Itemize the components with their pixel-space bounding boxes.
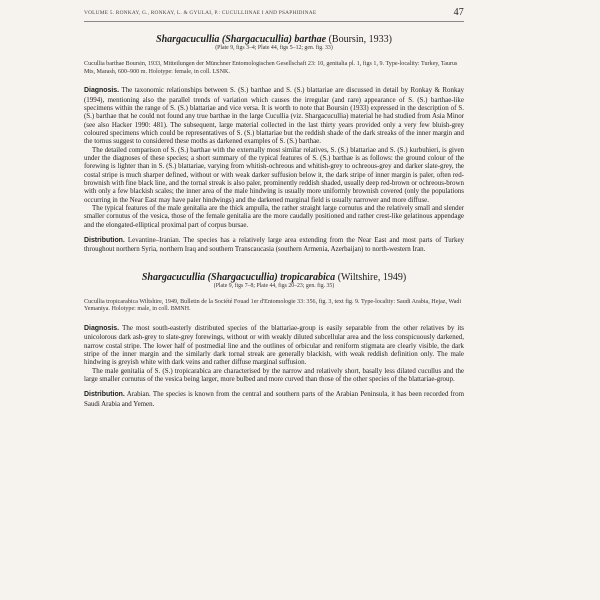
- distribution-paragraph: [84, 390, 464, 408]
- diagnosis-text: The most south-easterly distributed species of the blattariae-group is easily separable from the other relatives by its unicolorous dark ash-grey to slate-grey forewings, without or with weakly diluted subcellular area and the less conspicuously darkened, narrow costal stripe. The lower half of postmedial line and the outlines of orbicular and reniform stigmata are clearly visible, the dark stripe of the inner margin and the similarly dark tornal streak are generally blackish, with weak reddish definition only. The male hindwing is greyish white with dark veins and rather diffuse marginal suffusion.: [84, 323, 464, 367]
- species-heading-barthae: [84, 34, 464, 45]
- species-name: Shargacucullia (Shargacucullia) barthae: [156, 34, 327, 45]
- diagnosis-text: The taxonomic relationships between S. (S.) barthae and S. (S.) blattariae are discussed in detail by Ronkay & Ronkay (1994), mentioning also the parallel trends of variation which causes the irregular (and rare) appearance of S. (S.) barthae-like specimens within the range of S. (S.) blattariae and vice versa. It is worth to note that Boursin (1933) expressed in the description of S. (S.) barthae that he could not found any true barthae in the large Cucullia (viz. Shargacucullia) material he had studied from Asia Minor (see also Hacker 1990: 481). The subsequent, large material collected in the last thirty years provided only a very few bluish-grey coloured specimens which could be representatives of S. (S.) blattariae but the reddish shade of the dark streaks of the inner margin and the tornus suggest to considered these moths as darkened examples of S. (S.) barthae.: [84, 86, 464, 146]
- species-name: Shargacucullia (Shargacucullia) tropicarabica: [141, 271, 336, 283]
- diagnosis-label: Diagnosis.: [84, 324, 120, 332]
- comparison-paragraph: The detailed comparison of S. (S.) barthae with the externally most similar relatives, S. (S.) blattariae and S. (S.) kurbuhieri, is given under the diagnoses of these species; a short summary of the typical features of S. (S.) barthae is as follows: the ground colour of the forewing is lighter than in S. (S.) blattariae, varying from whitish-ochreous and whitish-grey to ochreous-grey and darker slate-grey, the costal stripe is much sharper defined, without or with weak darker suffusion below it, the dark stripe of inner margin is paler, often red-brownish with fine black line, and the tornal streak is also paler, prominently reddish shaded, usually deep red-brown or ochreous-brown with only a few blackish scales; the inner area of the male hindwing is usually more uniformly brownish covered (only the populations occurring in the Near East may have paler hindwings) and the darkened marginal field is usually narrower and more diffuse.: [84, 145, 464, 204]
- diagnosis-label: Diagnosis.: [84, 87, 120, 95]
- species-author: (Wiltshire, 1949): [337, 271, 407, 283]
- distribution-label: Distribution.: [84, 391, 125, 399]
- distribution-label: Distribution.: [84, 237, 125, 245]
- genitalia-paragraph: The male genitalia of S. (S.) tropicarabica are characterised by the narrow and relatively short, basally less dilated cucullus and the large smaller cornutus of the vesica being larger, more bulbed and more curved than those of the other species of the blattariae-group.: [84, 366, 464, 383]
- genitalia-paragraph: The typical features of the male genitalia are the thick ampulla, the rather straight large cornutus and the relatively small and slender smaller cornutus of the vesica, those of the female genitalia are the more caudally positioned and rather crest-like gelatinous appendage and the elongated-elliptical proximal part of corpus bursae.: [84, 204, 464, 229]
- species-heading-tropicarabica: [84, 272, 464, 283]
- plate-reference: (Plate 9, figs 3–4; Plate 44, figs 5–12; gen. fig. 33): [215, 45, 333, 51]
- distribution-text: Levantine–Iranian. The species has a relatively large area extending from the Near East and most parts of Turkey throughout northern Syria, northern Iraq and southern Transcaucasia (southern Armenia, Azerbaijan) to north-western Iran.: [84, 236, 465, 254]
- distribution-text: Arabian. The species is known from the central and southern parts of the Arabian Peninsula, it has been recorded from Saudi Arabia and Yemen.: [84, 390, 464, 408]
- document-page: [84, 7, 465, 595]
- page-number: 47: [453, 7, 464, 18]
- plate-reference: (Plate 9, figs 7–8; Plate 44, figs 20–23; gen. fig. 35): [213, 282, 335, 289]
- diagnosis-paragraph: [84, 324, 464, 367]
- distribution-paragraph: [84, 236, 464, 254]
- running-header: [84, 7, 464, 22]
- species-author: (Boursin, 1933): [328, 34, 392, 45]
- original-citation: Cucullia tropicarabica Wiltshire, 1949, Bulletin de la Société Fouad 1er d'Entomologie 33: 356, fig. 3, text fig. 9. Type-locality: Saudi Arabia, Hejaz, Wadi Yemaniya. Holotype: male, in coll. BMNH.: [84, 298, 462, 313]
- diagnosis-paragraph: [84, 86, 464, 145]
- running-title: VOLUME 5. RONKAY, G., RONKAY, L. & GYULAI, P.: CUCULLIINAE I AND PSAPHIDINAE: [84, 10, 317, 16]
- original-citation: Cucullia barthae Boursin, 1933, Mitteilungen der Münchner Entomologischen Gesellschaft 23: 10, genitalia pl. 1, figs 1, 9. Type-locality: Turkey, Taurus Mts, Marash, 600–900 m. Holotype: female, in coll. LSNK.: [84, 61, 458, 75]
